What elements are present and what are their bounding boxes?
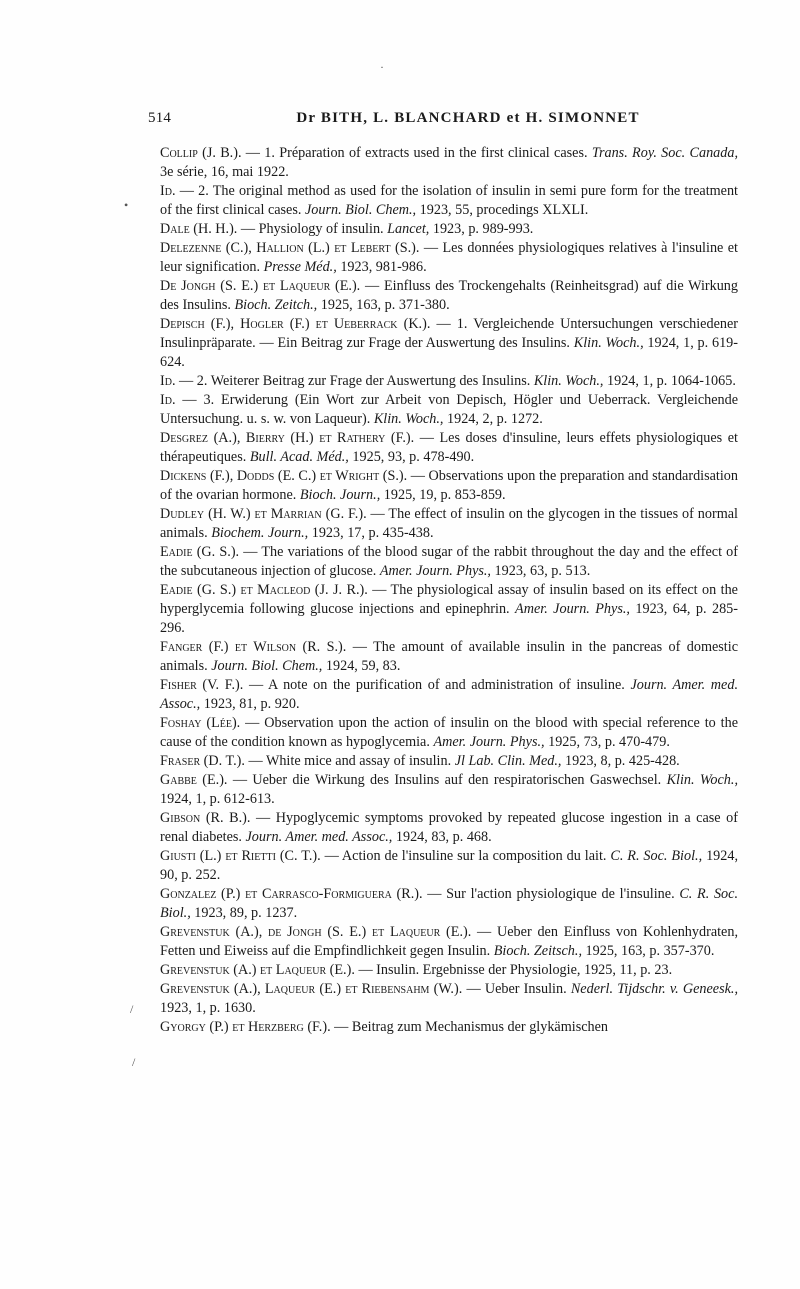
entry-author: Dudley (H. W.) et Marrian (G. F.). <box>160 506 367 523</box>
bibliography-entry <box>160 315 738 371</box>
entry-author: Desgrez (A.), Bierry (H.) et Rathery (F.). <box>160 430 415 447</box>
bibliography-entry <box>160 543 738 581</box>
entry-details: 1923, 17, p. 435-438. <box>308 524 434 541</box>
bibliography-entry <box>160 980 738 1018</box>
entry-details: 1923, 81, p. 920. <box>200 695 300 712</box>
bibliography-entry <box>160 505 738 543</box>
bibliography-entry <box>160 923 738 961</box>
entry-details: 1925, 163, p. 357-370. <box>582 942 715 959</box>
bibliography-entry <box>160 847 738 885</box>
bibliography-entry <box>160 771 738 809</box>
entry-author: Grevenstuk (A.), de Jongh (S. E.) et Laqueur (E.). <box>160 923 472 940</box>
bibliography-entry <box>160 809 738 847</box>
entry-details: 1923, 63, p. 513. <box>490 562 591 579</box>
entry-details: 1924, 2, p. 1272. <box>443 410 543 427</box>
entry-details: 1924, 1, p. 1064-1065. <box>603 372 736 389</box>
entry-title: — The physiological assay of insulin based on its effect on the hyperglycemia following glucose injections and epinephrin. <box>160 582 738 617</box>
entry-journal: Bioch. Journ., <box>299 486 381 503</box>
entry-author: Fanger (F.) et Wilson (R. S.). <box>160 638 347 655</box>
entry-author: Id. <box>160 372 176 389</box>
entry-details: 1923, 8, p. 425-428. <box>561 752 680 769</box>
entry-journal: Bioch. Zeitsch., <box>493 942 582 959</box>
entry-title: — 2. Weiterer Beitrag zur Frage der Auswertung des Insulins. <box>175 372 534 389</box>
entry-journal: Journ. Biol. Chem., <box>211 657 323 674</box>
entry-journal: Bioch. Zeitch., <box>234 296 318 313</box>
entry-journal: Amer. Journ. Phys., <box>379 562 491 579</box>
bibliography-list <box>160 144 738 1037</box>
entry-author: Collip (J. B.). <box>160 145 242 161</box>
entry-title: — Les données physiologiques relatives à l'insuline et leur signification. <box>160 240 739 275</box>
margin-speck: · <box>380 60 384 74</box>
entry-title: — Einfluss des Trockengehalts (Reinheitsgrad) auf die Wirkung des Insulins. <box>160 278 738 313</box>
entry-journal: Journ. Biol. Chem., <box>304 201 417 218</box>
entry-title: — Sur l'action physiologique de l'insuline. <box>422 885 680 902</box>
entry-journal: Presse Méd., <box>263 258 337 275</box>
entry-title: — 1. Préparation of extracts used in the first clinical cases. <box>241 145 592 161</box>
entry-author: Grevenstuk (A.), Laqueur (E.) et Riebensahm (W.). <box>160 981 463 998</box>
entry-details: 1923, 64, p. 285-296. <box>160 600 739 636</box>
entry-title: — Action de l'insuline sur la composition du lait. <box>320 847 611 864</box>
entry-title: — A note on the purification of and administration of insuline. <box>243 676 631 693</box>
entry-details: 1924, 59, 83. <box>322 657 401 674</box>
bibliography-entry <box>160 581 738 637</box>
entry-author: Gibson (R. B.). <box>160 809 251 826</box>
entry-details: 1924, 90, p. 252. <box>160 847 738 883</box>
entry-journal: Klin. Woch., <box>373 410 444 427</box>
entry-details: 1923, 1, p. 1630. <box>160 999 256 1016</box>
entry-author: Fisher (V. F.). <box>160 676 244 693</box>
entry-details: 1925, 73, p. 470-479. <box>544 733 670 750</box>
entry-details: 1925, 19, p. 853-859. <box>380 486 506 503</box>
entry-author: Dickens (F.), Dodds (E. C.) et Wright (S.). <box>160 468 408 485</box>
entry-author: Gabbe (E.). <box>160 771 228 788</box>
bibliography-entry <box>160 676 738 714</box>
entry-title: — The variations of the blood sugar of the rabbit throughout the day and the effect of the subcutaneous injection of glucose. <box>160 544 738 579</box>
entry-title: — White mice and assay of insulin. <box>244 752 455 769</box>
entry-details: 1923, 55, procedings XLXLI. <box>416 201 589 218</box>
entry-title: — Les doses d'insuline, leurs effets physiologiques et thérapeutiques. <box>160 430 738 465</box>
entry-journal: Journ. Amer. med. Assoc., <box>160 676 738 712</box>
margin-tick: / <box>132 1055 136 1069</box>
entry-title: — Ueber den Einfluss von Kohlenhydraten, Fetten und Eiweiss auf die Empfindlichkeit gegen Insulin. <box>160 923 738 959</box>
entry-author: Gonzalez (P.) et Carrasco-Formiguera (R.). <box>160 885 423 902</box>
bibliography-entry <box>160 144 738 182</box>
bibliography-entry <box>160 885 738 923</box>
entry-author: Fraser (D. T.). <box>160 752 245 769</box>
bibliography-entry <box>160 638 738 676</box>
entry-journal: Journ. Amer. med. Assoc., <box>245 828 393 845</box>
entry-journal: Lancet, <box>387 220 430 237</box>
entry-title: — Beitrag zum Mechanismus der glykämischen <box>330 1019 609 1036</box>
margin-tick: / <box>130 1002 134 1016</box>
entry-author: Dale (H. H.). <box>160 220 238 237</box>
entry-journal: Amer. Journ. Phys., <box>433 733 545 750</box>
bibliography-entry <box>160 391 738 429</box>
entry-title: — 3. Erwiderung (Ein Wort zur Arbeit von Depisch, Högler und Ueberrack. Vergleichende Untersuchung. u. s. w. von Laqueur). <box>160 392 738 427</box>
entry-title: — Hypoglycemic symptoms provoked by repeated glucose ingestion in a case of renal diabetes. <box>160 809 738 845</box>
entry-author: Eadie (G. S.) et Macleod (J. J. R.). <box>160 582 368 599</box>
running-title: Dr BITH, L. BLANCHARD et H. SIMONNET <box>296 110 640 126</box>
entry-title: — 1. Vergleichende Untersuchungen verschiedener Insulinpräparate. — Ein Beitrag zur Frage der Auswertung des Insulins. <box>160 316 738 351</box>
entry-journal: C. R. Soc. Biol., <box>610 847 703 864</box>
entry-details: 1923, 89, p. 1237. <box>190 904 298 921</box>
entry-journal: Bull. Acad. Méd., <box>249 448 349 465</box>
entry-author: Grevenstuk (A.) et Laqueur (E.). <box>160 961 355 978</box>
entry-author: Foshay (Lée). <box>160 714 241 731</box>
bibliography-entry <box>160 220 738 239</box>
entry-details: 1923, p. 989-993. <box>429 220 534 237</box>
bibliography-entry <box>160 467 738 505</box>
entry-title: — The amount of available insulin in the pancreas of domestic animals. <box>160 638 738 674</box>
entry-details: 1924, 1, p. 612-613. <box>160 790 275 807</box>
entry-details: 1925, 93, p. 478-490. <box>348 448 475 465</box>
bibliography-entry <box>160 372 738 391</box>
entry-journal: Klin. Woch., <box>533 372 604 389</box>
entry-author: Eadie (G. S.). <box>160 544 240 561</box>
entry-title: — Observation upon the action of insulin on the blood with special reference to the cause of the condition known as hypoglycemia. <box>160 714 738 750</box>
entry-title: — Ueber die Wirkung des Insulins auf den respiratorischen Gaswechsel. <box>227 771 667 788</box>
entry-details: 3e série, 16, mai 1922. <box>160 163 289 180</box>
entry-title: — 2. The original method as used for the isolation of insulin in semi pure form for the treatment of the first clinical cases. <box>160 182 738 218</box>
page-number: 514 <box>148 110 172 126</box>
entry-author: De Jongh (S. E.) et Laqueur (E.). <box>160 278 361 295</box>
bibliography-entry <box>160 1018 738 1037</box>
entry-author: Gyorgy (P.) et Herzberg (F.). <box>160 1019 331 1036</box>
bibliography-entry <box>160 182 738 220</box>
entry-author: Delezenne (C.), Hallion (L.) et Lebert (S.). <box>160 240 420 257</box>
entry-title: — The effect of insulin on the glycogen in the tissues of normal animals. <box>160 506 738 541</box>
entry-journal: Klin. Woch., <box>573 334 644 351</box>
bibliography-entry <box>160 752 738 771</box>
entry-details: 1923, 981-986. <box>336 258 427 275</box>
entry-journal: Klin. Woch., <box>666 771 738 788</box>
entry-journal: Biochem. Journ., <box>211 524 309 541</box>
page-header <box>148 110 738 134</box>
entry-details: 1925, 163, p. 371-380. <box>317 296 450 313</box>
entry-author: Giusti (L.) et Rietti (C. T.). <box>160 847 321 864</box>
bibliography-entry <box>160 239 738 277</box>
bibliography-entry <box>160 961 738 980</box>
bibliography-entry <box>160 429 738 467</box>
bibliography-entry <box>160 714 738 752</box>
entry-journal: Amer. Journ. Phys., <box>515 600 630 617</box>
entry-author: Depisch (F.), Hogler (F.) et Ueberrack (K.). <box>160 316 431 333</box>
entry-title: — Ueber Insulin. <box>462 981 571 998</box>
entry-journal: C. R. Soc. Biol., <box>160 885 738 921</box>
entry-title: — Observations upon the preparation and standardisation of the ovarian hormone. <box>160 468 738 503</box>
entry-author: Id. <box>160 392 176 409</box>
entry-details: 1924, 83, p. 468. <box>392 828 492 845</box>
entry-journal: Trans. Roy. Soc. Canada, <box>591 145 739 161</box>
entry-title: — Physiology of insulin. <box>237 220 388 237</box>
entry-journal: Nederl. Tijdschr. v. Geneesk., <box>570 981 738 998</box>
margin-dot: • <box>124 198 129 212</box>
bibliography-entry <box>160 277 738 315</box>
entry-details: 1924, 1, p. 619-624. <box>160 334 738 370</box>
entry-journal: Jl Lab. Clin. Med., <box>454 752 562 769</box>
entry-author: Id. <box>160 182 176 199</box>
entry-title: — Insulin. Ergebnisse der Physiologie, 1925, 11, p. 23. <box>354 961 673 978</box>
